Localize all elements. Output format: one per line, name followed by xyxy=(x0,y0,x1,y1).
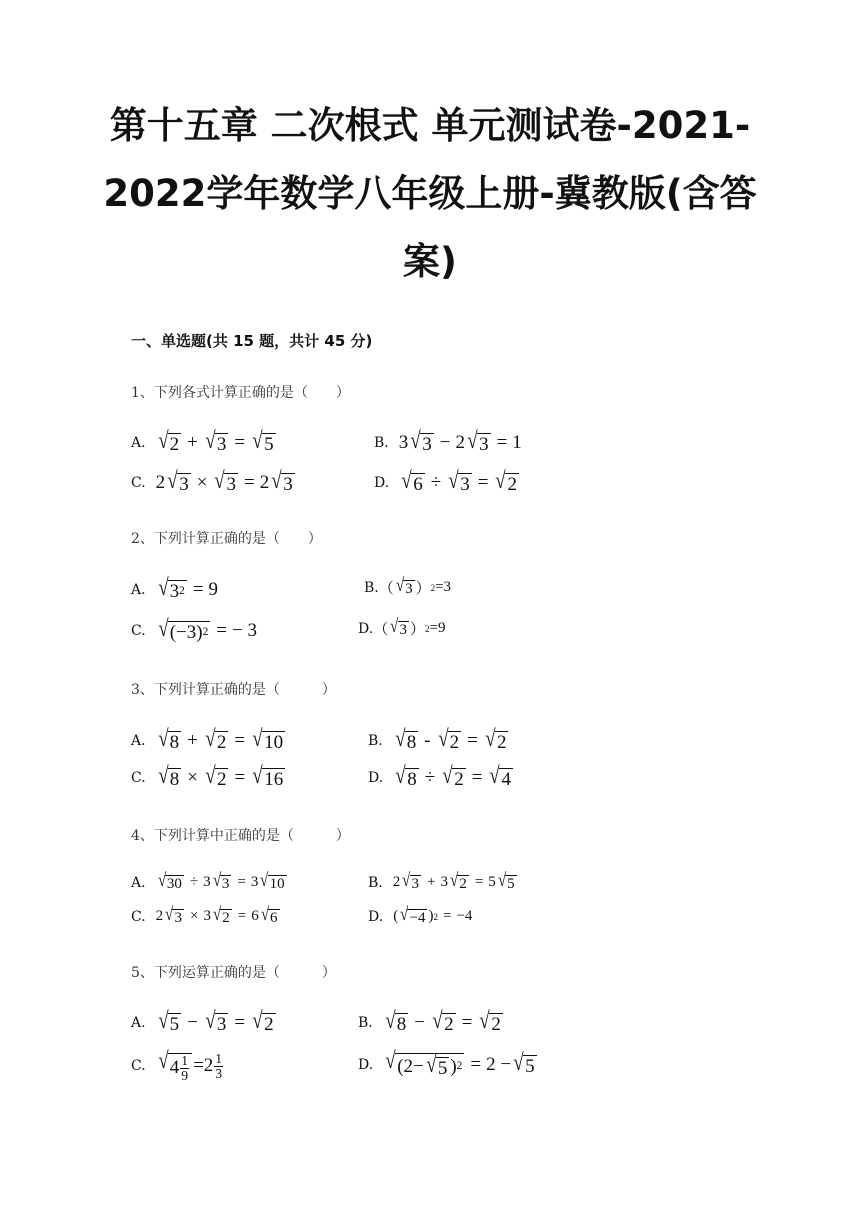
math-expression: √ 6 ÷ √ 3 = √ 2 xyxy=(401,468,517,495)
math-expression: √ 3 2 = 9 xyxy=(157,575,219,602)
question-3-stem: 3、下列计算正确的是（ ） xyxy=(131,682,336,698)
q2-option-b[interactable]: B. （ √ 3 ） 2 =3 xyxy=(364,575,452,598)
question-2-stem: 2、下列计算正确的是（ ） xyxy=(131,531,322,547)
q5-option-d[interactable]: D. √ (2− √ 5 ) 2 = 2 − √ 5 xyxy=(358,1050,538,1080)
question-5-stem: 5、下列运算正确的是（ ） xyxy=(131,965,336,981)
math-expression: √ 2 + √ 3 = √ 5 xyxy=(157,428,274,455)
math-expression: √ 5 − √ 3 = √ 2 xyxy=(157,1008,274,1035)
q5-option-c[interactable]: C. √ 4 $\frac{1}{9}$ = 2 $\frac{1}{3}$ xyxy=(131,1048,223,1083)
math-expression: √ (2− √ 5 ) 2 = 2 − √ 5 xyxy=(385,1048,535,1079)
q1-option-c[interactable]: C. 2 √ 3 × √ 3 = 2 √ 3 xyxy=(131,470,296,496)
section-heading: 一、单选题(共 15 题，共计 45 分) xyxy=(131,332,373,350)
q2-option-c[interactable]: C. √ (−3) 2 = − 3 xyxy=(131,616,257,643)
q4-option-b[interactable]: B. 2 √ 3 + 3 √ 2 = 5 √ 5 xyxy=(368,872,518,893)
math-expression: 2 √ 3 × 3 √ 2 = 6 √ 6 xyxy=(155,904,278,926)
q1-option-a[interactable]: A. √ 2 + √ 3 = √ 5 xyxy=(131,430,277,456)
math-expression: 2 √ 3 × √ 3 = 2 √ 3 xyxy=(155,468,293,495)
q3-option-c[interactable]: C. √ 8 × √ 2 = √ 16 xyxy=(131,765,286,791)
q4-option-a[interactable]: A. √ 30 ÷ 3 √ 3 = 3 √ 10 xyxy=(131,872,288,893)
q1-option-d[interactable]: D. √ 6 ÷ √ 3 = √ 2 xyxy=(374,470,520,496)
math-expression: √ 4 $\frac{1}{9}$ = 2 $\frac{1}{3}$ xyxy=(157,1048,223,1083)
math-expression: √ 8 × √ 2 = √ 16 xyxy=(157,763,284,790)
math-expression: √ 8 - √ 2 = √ 2 xyxy=(395,726,507,753)
math-expression: 2 √ 3 + 3 √ 2 = 5 √ 5 xyxy=(392,870,515,892)
math-expression: √ 8 + √ 2 = √ 10 xyxy=(157,726,284,753)
q3-option-a[interactable]: A. √ 8 + √ 2 = √ 10 xyxy=(131,728,286,754)
q2-option-d[interactable]: D. （ √ 3 ） 2 =9 xyxy=(358,616,446,639)
math-expression: √ 30 ÷ 3 √ 3 = 3 √ 10 xyxy=(157,870,285,892)
question-1-stem: 1、下列各式计算正确的是（ ） xyxy=(131,385,350,401)
question-4-stem: 4、下列计算中正确的是（ ） xyxy=(131,828,350,844)
math-expression: （ √ 3 ） 2 =3 xyxy=(378,575,452,598)
q3-option-b[interactable]: B. √ 8 - √ 2 = √ 2 xyxy=(368,728,509,754)
q1-option-b[interactable]: B. 3 √ 3 − 2 √ 3 = 1 xyxy=(374,428,522,455)
math-expression: （ √ 3 ） 2 =9 xyxy=(373,616,446,639)
math-expression: 3 √ 3 − 2 √ 3 = 1 xyxy=(398,428,522,455)
q3-option-d[interactable]: D. √ 8 ÷ √ 2 = √ 4 xyxy=(368,765,514,791)
math-expression: ( √ −4 ) 2 = −4 xyxy=(393,904,473,926)
q5-option-b[interactable]: B. √ 8 − √ 2 = √ 2 xyxy=(358,1010,504,1036)
page-title: 第十五章 二次根式 单元测试卷-2021-2022学年数学八年级上册-冀教版(含答案) xyxy=(103,104,757,283)
q4-option-c[interactable]: C. 2 √ 3 × 3 √ 2 = 6 √ 6 xyxy=(131,906,281,927)
math-expression: √ (−3) 2 = − 3 xyxy=(157,616,257,643)
q5-option-a[interactable]: A. √ 5 − √ 3 = √ 2 xyxy=(131,1010,277,1036)
q4-option-d[interactable]: D. ( √ −4 ) 2 = −4 xyxy=(368,904,473,926)
q2-option-a[interactable]: A. √ 3 2 = 9 xyxy=(131,575,219,602)
math-expression: √ 8 − √ 2 = √ 2 xyxy=(385,1008,501,1035)
math-expression: √ 8 ÷ √ 2 = √ 4 xyxy=(395,763,511,790)
